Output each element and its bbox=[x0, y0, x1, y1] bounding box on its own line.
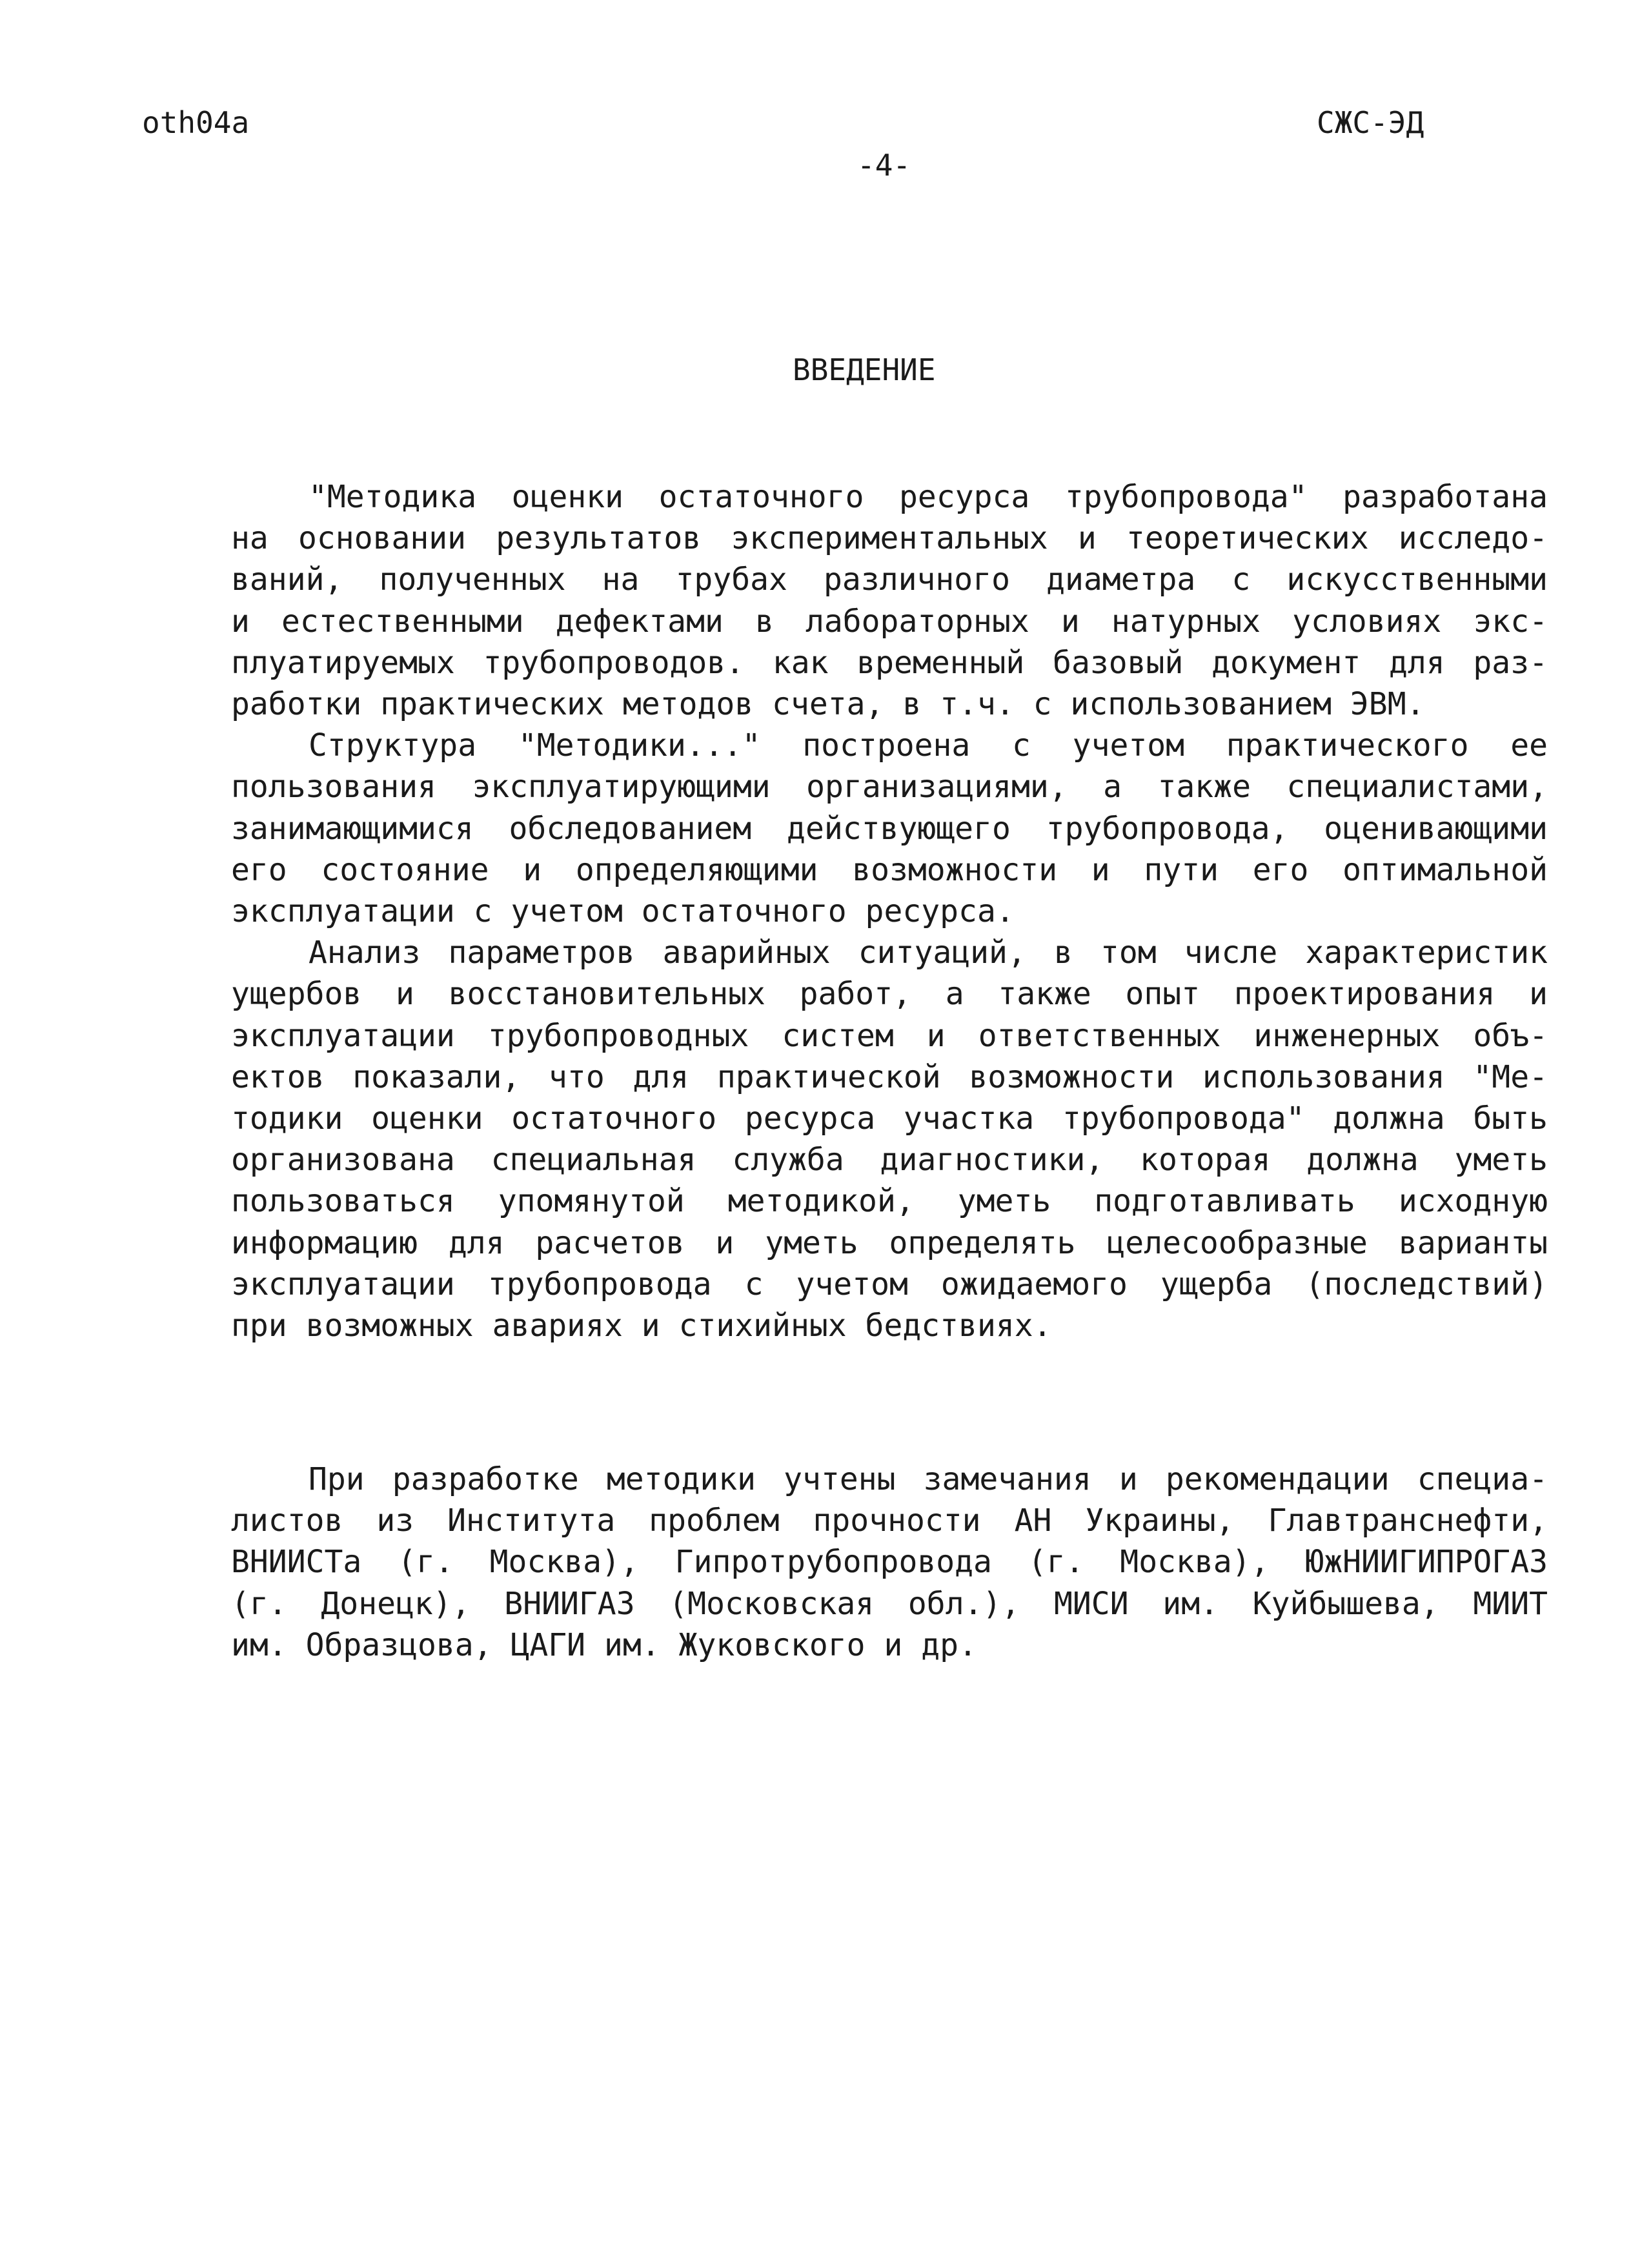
acknowledgements-text bbox=[231, 1459, 1548, 1666]
text-line: его состояние и определяющими возможности и пути его оптимальной bbox=[231, 851, 1548, 888]
introduction-text bbox=[231, 476, 1548, 1346]
text-line: информацию для расчетов и уметь определять целесообразные варианты bbox=[231, 1224, 1548, 1261]
text-line: листов из Института проблем прочности АН Украины, Главтранснефти, bbox=[231, 1503, 1548, 1539]
text-line: плуатируемых трубопроводов. как временный базовый документ для раз- bbox=[231, 644, 1548, 681]
text-line: занимающимися обследованием действующего трубопровода, оценивающими bbox=[231, 810, 1548, 847]
text-line: на основании результатов экспериментальных и теоретических исследо- bbox=[231, 520, 1548, 557]
text-line: При разработке методики учтены замечания и рекомендации специа- bbox=[309, 1461, 1548, 1497]
document-code: СЖС-ЭД bbox=[1317, 105, 1424, 140]
text-line: "Методика оценки остаточного ресурса трубопровода" разработана bbox=[309, 479, 1548, 515]
text-line: Анализ параметров аварийных ситуаций, в том числе характеристик bbox=[309, 935, 1548, 971]
text-line: эксплуатации с учетом остаточного ресурса. bbox=[231, 893, 1015, 930]
text-line: и естественными дефектами в лабораторных и натурных условиях экс- bbox=[231, 603, 1548, 640]
text-line: ВНИИСТа (г. Москва), Гипротрубопровода (г. Москва), ЮжНИИГИПРОГАЗ bbox=[231, 1544, 1548, 1581]
text-line: ектов показали, что для практической возможности использования "Ме- bbox=[231, 1058, 1548, 1095]
text-line: пользования эксплуатирующими организациями, а также специалистами, bbox=[231, 769, 1548, 805]
text-line: ущербов и восстановительных работ, а также опыт проектирования и bbox=[231, 976, 1548, 1013]
file-code: oth04a bbox=[142, 105, 250, 140]
page-number: -4- bbox=[857, 148, 911, 183]
text-line: тодики оценки остаточного ресурса участка трубопровода" должна быть bbox=[231, 1100, 1548, 1137]
text-line: (г. Донецк), ВНИИГАЗ (Московская обл.), МИСИ им. Куйбышева, МИИТ bbox=[231, 1585, 1548, 1622]
text-line: организована специальная служба диагностики, которая должна уметь bbox=[231, 1142, 1548, 1179]
text-line: им. Образцова, ЦАГИ им. Жуковского и др. bbox=[231, 1626, 977, 1663]
text-line: при возможных авариях и стихийных бедствиях. bbox=[231, 1308, 1052, 1344]
text-line: ваний, полученных на трубах различного диаметра с искусственными bbox=[231, 562, 1548, 598]
text-line: пользоваться упомянутой методикой, уметь подготавливать исходную bbox=[231, 1183, 1548, 1220]
section-title: ВВЕДЕНИЕ bbox=[793, 352, 936, 387]
text-line: эксплуатации трубопроводных систем и ответственных инженерных объ- bbox=[231, 1017, 1548, 1054]
text-line: Структура "Методики..." построена с учетом практического ее bbox=[309, 727, 1548, 764]
text-line: эксплуатации трубопровода с учетом ожидаемого ущерба (последствий) bbox=[231, 1266, 1548, 1302]
text-line: работки практических методов счета, в т.ч. с использованием ЭВМ. bbox=[231, 686, 1425, 723]
